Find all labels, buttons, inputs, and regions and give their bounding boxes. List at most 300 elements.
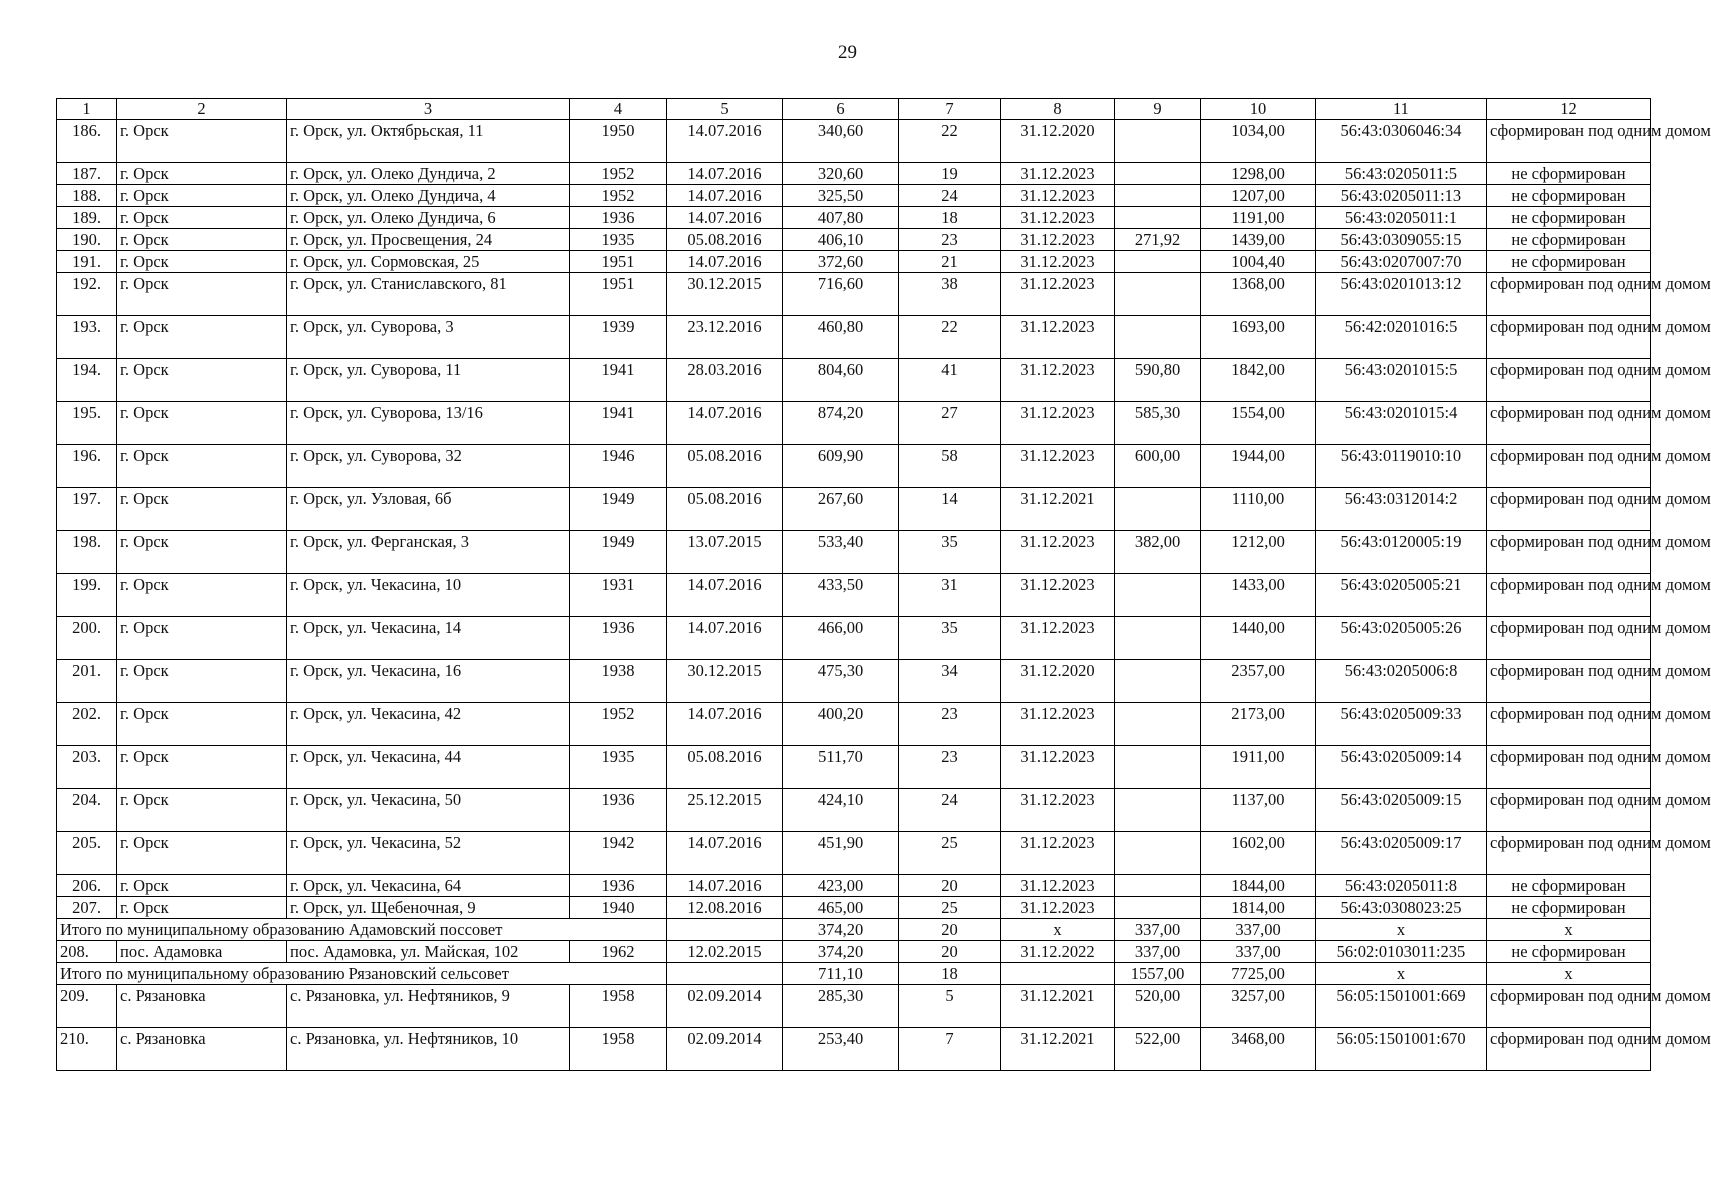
table-row xyxy=(57,875,1651,897)
subtotal-col10: 7725,00 xyxy=(1201,963,1316,985)
address-cell: г. Орск, ул. Чекасина, 44 xyxy=(287,746,570,789)
row-number: 199. xyxy=(57,574,117,617)
subtotal-status: х xyxy=(1487,919,1651,941)
table-row xyxy=(57,703,1651,746)
cadastral-number-cell: 56:43:0309055:15 xyxy=(1316,229,1487,251)
residents-cell: 23 xyxy=(899,703,1001,746)
address-cell: г. Орск, ул. Щебеночная, 9 xyxy=(287,897,570,919)
cadastral-number-cell: 56:43:0119010:10 xyxy=(1316,445,1487,488)
date-cell: 28.03.2016 xyxy=(667,359,783,402)
date-cell: 13.07.2015 xyxy=(667,531,783,574)
residents-cell: 23 xyxy=(899,746,1001,789)
deadline-cell: 31.12.2023 xyxy=(1001,445,1115,488)
table-row xyxy=(57,1028,1651,1071)
column-header-4: 4 xyxy=(570,99,667,120)
locality-cell: пос. Адамовка xyxy=(117,941,287,963)
residents-cell: 35 xyxy=(899,617,1001,660)
col10-cell: 337,00 xyxy=(1201,941,1316,963)
col9-cell: 585,30 xyxy=(1115,402,1201,445)
deadline-cell: 31.12.2021 xyxy=(1001,985,1115,1028)
deadline-cell: 31.12.2020 xyxy=(1001,120,1115,163)
year-built-cell: 1946 xyxy=(570,445,667,488)
cadastral-number-cell: 56:05:1501001:670 xyxy=(1316,1028,1487,1071)
cadastral-number-cell: 56:43:0312014:2 xyxy=(1316,488,1487,531)
date-cell: 14.07.2016 xyxy=(667,251,783,273)
year-built-cell: 1939 xyxy=(570,316,667,359)
col9-cell xyxy=(1115,789,1201,832)
column-header-10: 10 xyxy=(1201,99,1316,120)
col9-cell xyxy=(1115,316,1201,359)
address-cell: г. Орск, ул. Октябрьская, 11 xyxy=(287,120,570,163)
row-number: 192. xyxy=(57,273,117,316)
subtotal-status: х xyxy=(1487,963,1651,985)
area-cell: 511,70 xyxy=(783,746,899,789)
year-built-cell: 1931 xyxy=(570,574,667,617)
land-status-cell: сформирован под одним домом xyxy=(1487,359,1651,402)
column-header-2: 2 xyxy=(117,99,287,120)
year-built-cell: 1940 xyxy=(570,897,667,919)
subtotal-col9: 337,00 xyxy=(1115,919,1201,941)
year-built-cell: 1936 xyxy=(570,789,667,832)
land-status-cell: не сформирован xyxy=(1487,875,1651,897)
cadastral-number-cell: 56:43:0205009:14 xyxy=(1316,746,1487,789)
area-cell: 466,00 xyxy=(783,617,899,660)
locality-cell: с. Рязановка xyxy=(117,1028,287,1071)
residents-cell: 35 xyxy=(899,531,1001,574)
locality-cell: г. Орск xyxy=(117,703,287,746)
year-built-cell: 1962 xyxy=(570,941,667,963)
col10-cell: 1844,00 xyxy=(1201,875,1316,897)
col10-cell: 1191,00 xyxy=(1201,207,1316,229)
year-built-cell: 1936 xyxy=(570,617,667,660)
locality-cell: г. Орск xyxy=(117,617,287,660)
cadastral-number-cell: 56:43:0205006:8 xyxy=(1316,660,1487,703)
col9-cell xyxy=(1115,703,1201,746)
area-cell: 451,90 xyxy=(783,832,899,875)
locality-cell: г. Орск xyxy=(117,251,287,273)
year-built-cell: 1952 xyxy=(570,703,667,746)
land-status-cell: сформирован под одним домом xyxy=(1487,746,1651,789)
date-cell: 05.08.2016 xyxy=(667,746,783,789)
locality-cell: г. Орск xyxy=(117,574,287,617)
area-cell: 340,60 xyxy=(783,120,899,163)
subtotal-deadline xyxy=(1001,963,1115,985)
row-number: 198. xyxy=(57,531,117,574)
address-cell: г. Орск, ул. Суворова, 13/16 xyxy=(287,402,570,445)
address-cell: г. Орск, ул. Сормовская, 25 xyxy=(287,251,570,273)
cadastral-number-cell: 56:43:0308023:25 xyxy=(1316,897,1487,919)
residents-cell: 31 xyxy=(899,574,1001,617)
deadline-cell: 31.12.2023 xyxy=(1001,402,1115,445)
address-cell: с. Рязановка, ул. Нефтяников, 9 xyxy=(287,985,570,1028)
deadline-cell: 31.12.2023 xyxy=(1001,273,1115,316)
cadastral-number-cell: 56:43:0201013:12 xyxy=(1316,273,1487,316)
col10-cell: 3468,00 xyxy=(1201,1028,1316,1071)
locality-cell: г. Орск xyxy=(117,185,287,207)
col9-cell: 271,92 xyxy=(1115,229,1201,251)
address-cell: г. Орск, ул. Чекасина, 42 xyxy=(287,703,570,746)
column-header-9: 9 xyxy=(1115,99,1201,120)
land-status-cell: сформирован под одним домом xyxy=(1487,273,1651,316)
col9-cell xyxy=(1115,875,1201,897)
cadastral-number-cell: 56:43:0205011:13 xyxy=(1316,185,1487,207)
cadastral-number-cell: 56:43:0201015:4 xyxy=(1316,402,1487,445)
year-built-cell: 1949 xyxy=(570,488,667,531)
row-number: 193. xyxy=(57,316,117,359)
col10-cell: 1368,00 xyxy=(1201,273,1316,316)
table-row xyxy=(57,316,1651,359)
locality-cell: г. Орск xyxy=(117,531,287,574)
land-status-cell: не сформирован xyxy=(1487,185,1651,207)
land-status-cell: не сформирован xyxy=(1487,941,1651,963)
table-row xyxy=(57,897,1651,919)
locality-cell: с. Рязановка xyxy=(117,985,287,1028)
area-cell: 320,60 xyxy=(783,163,899,185)
area-cell: 716,60 xyxy=(783,273,899,316)
land-status-cell: не сформирован xyxy=(1487,251,1651,273)
col10-cell: 1842,00 xyxy=(1201,359,1316,402)
col9-cell xyxy=(1115,120,1201,163)
col10-cell: 1004,40 xyxy=(1201,251,1316,273)
area-cell: 424,10 xyxy=(783,789,899,832)
row-number: 186. xyxy=(57,120,117,163)
cadastral-number-cell: 56:43:0205009:17 xyxy=(1316,832,1487,875)
address-cell: г. Орск, ул. Узловая, 6б xyxy=(287,488,570,531)
column-number-header-row xyxy=(57,99,1651,120)
address-cell: г. Орск, ул. Чекасина, 52 xyxy=(287,832,570,875)
row-number: 188. xyxy=(57,185,117,207)
row-number: 191. xyxy=(57,251,117,273)
subtotal-row xyxy=(57,963,1651,985)
table-row xyxy=(57,985,1651,1028)
col10-cell: 3257,00 xyxy=(1201,985,1316,1028)
date-cell: 30.12.2015 xyxy=(667,660,783,703)
col10-cell: 1137,00 xyxy=(1201,789,1316,832)
deadline-cell: 31.12.2023 xyxy=(1001,574,1115,617)
date-cell: 14.07.2016 xyxy=(667,875,783,897)
area-cell: 400,20 xyxy=(783,703,899,746)
deadline-cell: 31.12.2023 xyxy=(1001,832,1115,875)
deadline-cell: 31.12.2023 xyxy=(1001,746,1115,789)
date-cell: 02.09.2014 xyxy=(667,985,783,1028)
date-cell: 14.07.2016 xyxy=(667,617,783,660)
date-cell: 14.07.2016 xyxy=(667,163,783,185)
col9-cell xyxy=(1115,488,1201,531)
page-number: 29 xyxy=(838,42,857,63)
subtotal-label: Итого по муниципальному образованию Рязановский сельсовет xyxy=(57,963,667,985)
area-cell: 374,20 xyxy=(783,941,899,963)
col9-cell xyxy=(1115,832,1201,875)
col10-cell: 1212,00 xyxy=(1201,531,1316,574)
col10-cell: 1693,00 xyxy=(1201,316,1316,359)
col9-cell: 522,00 xyxy=(1115,1028,1201,1071)
residents-cell: 24 xyxy=(899,789,1001,832)
residents-cell: 22 xyxy=(899,120,1001,163)
cadastral-number-cell: 56:43:0205011:5 xyxy=(1316,163,1487,185)
deadline-cell: 31.12.2023 xyxy=(1001,359,1115,402)
subtotal-residents: 20 xyxy=(899,919,1001,941)
land-status-cell: сформирован под одним домом xyxy=(1487,488,1651,531)
col10-cell: 1440,00 xyxy=(1201,617,1316,660)
deadline-cell: 31.12.2023 xyxy=(1001,185,1115,207)
address-cell: г. Орск, ул. Суворова, 11 xyxy=(287,359,570,402)
row-number: 208. xyxy=(57,941,117,963)
table-row xyxy=(57,185,1651,207)
residents-cell: 27 xyxy=(899,402,1001,445)
cadastral-number-cell: 56:43:0205009:33 xyxy=(1316,703,1487,746)
area-cell: 874,20 xyxy=(783,402,899,445)
deadline-cell: 31.12.2022 xyxy=(1001,941,1115,963)
row-number: 187. xyxy=(57,163,117,185)
deadline-cell: 31.12.2023 xyxy=(1001,897,1115,919)
residents-cell: 5 xyxy=(899,985,1001,1028)
area-cell: 325,50 xyxy=(783,185,899,207)
address-cell: г. Орск, ул. Чекасина, 14 xyxy=(287,617,570,660)
land-status-cell: сформирован под одним домом xyxy=(1487,402,1651,445)
year-built-cell: 1941 xyxy=(570,402,667,445)
area-cell: 533,40 xyxy=(783,531,899,574)
column-header-6: 6 xyxy=(783,99,899,120)
residents-cell: 22 xyxy=(899,316,1001,359)
locality-cell: г. Орск xyxy=(117,163,287,185)
table-row xyxy=(57,789,1651,832)
col9-cell xyxy=(1115,273,1201,316)
residents-cell: 19 xyxy=(899,163,1001,185)
year-built-cell: 1952 xyxy=(570,163,667,185)
row-number: 210. xyxy=(57,1028,117,1071)
cadastral-number-cell: 56:43:0205009:15 xyxy=(1316,789,1487,832)
date-cell: 05.08.2016 xyxy=(667,488,783,531)
date-cell: 14.07.2016 xyxy=(667,402,783,445)
table-row xyxy=(57,251,1651,273)
residents-cell: 14 xyxy=(899,488,1001,531)
deadline-cell: 31.12.2023 xyxy=(1001,875,1115,897)
locality-cell: г. Орск xyxy=(117,832,287,875)
area-cell: 465,00 xyxy=(783,897,899,919)
row-number: 194. xyxy=(57,359,117,402)
date-cell: 30.12.2015 xyxy=(667,273,783,316)
table-row xyxy=(57,229,1651,251)
subtotal-date-cell xyxy=(667,919,783,941)
col10-cell: 1207,00 xyxy=(1201,185,1316,207)
table-row xyxy=(57,207,1651,229)
table-row xyxy=(57,531,1651,574)
col9-cell: 600,00 xyxy=(1115,445,1201,488)
column-header-5: 5 xyxy=(667,99,783,120)
area-cell: 433,50 xyxy=(783,574,899,617)
col10-cell: 1814,00 xyxy=(1201,897,1316,919)
date-cell: 14.07.2016 xyxy=(667,703,783,746)
subtotal-col10: 337,00 xyxy=(1201,919,1316,941)
land-status-cell: сформирован под одним домом xyxy=(1487,531,1651,574)
table-row xyxy=(57,746,1651,789)
land-status-cell: сформирован под одним домом xyxy=(1487,789,1651,832)
residents-cell: 34 xyxy=(899,660,1001,703)
cadastral-number-cell: 56:43:0306046:34 xyxy=(1316,120,1487,163)
date-cell: 05.08.2016 xyxy=(667,445,783,488)
residents-cell: 24 xyxy=(899,185,1001,207)
col10-cell: 1944,00 xyxy=(1201,445,1316,488)
col10-cell: 1298,00 xyxy=(1201,163,1316,185)
land-status-cell: не сформирован xyxy=(1487,897,1651,919)
cadastral-number-cell: 56:43:0205005:26 xyxy=(1316,617,1487,660)
locality-cell: г. Орск xyxy=(117,746,287,789)
address-cell: г. Орск, ул. Чекасина, 50 xyxy=(287,789,570,832)
col9-cell xyxy=(1115,207,1201,229)
locality-cell: г. Орск xyxy=(117,316,287,359)
address-cell: г. Орск, ул. Суворова, 32 xyxy=(287,445,570,488)
area-cell: 460,80 xyxy=(783,316,899,359)
column-header-8: 8 xyxy=(1001,99,1115,120)
deadline-cell: 31.12.2021 xyxy=(1001,488,1115,531)
row-number: 206. xyxy=(57,875,117,897)
locality-cell: г. Орск xyxy=(117,488,287,531)
table-row xyxy=(57,488,1651,531)
area-cell: 267,60 xyxy=(783,488,899,531)
col9-cell: 337,00 xyxy=(1115,941,1201,963)
residents-cell: 23 xyxy=(899,229,1001,251)
col9-cell xyxy=(1115,897,1201,919)
col9-cell: 382,00 xyxy=(1115,531,1201,574)
year-built-cell: 1941 xyxy=(570,359,667,402)
deadline-cell: 31.12.2023 xyxy=(1001,163,1115,185)
table-row xyxy=(57,359,1651,402)
locality-cell: г. Орск xyxy=(117,207,287,229)
row-number: 202. xyxy=(57,703,117,746)
address-cell: г. Орск, ул. Ферганская, 3 xyxy=(287,531,570,574)
table-row xyxy=(57,402,1651,445)
row-number: 205. xyxy=(57,832,117,875)
cadastral-number-cell: 56:43:0120005:19 xyxy=(1316,531,1487,574)
cadastral-number-cell: 56:02:0103011:235 xyxy=(1316,941,1487,963)
subtotal-residents: 18 xyxy=(899,963,1001,985)
row-number: 189. xyxy=(57,207,117,229)
row-number: 200. xyxy=(57,617,117,660)
col10-cell: 1554,00 xyxy=(1201,402,1316,445)
residents-cell: 25 xyxy=(899,832,1001,875)
address-cell: пос. Адамовка, ул. Майская, 102 xyxy=(287,941,570,963)
deadline-cell: 31.12.2023 xyxy=(1001,251,1115,273)
residents-cell: 20 xyxy=(899,941,1001,963)
row-number: 196. xyxy=(57,445,117,488)
col10-cell: 1439,00 xyxy=(1201,229,1316,251)
land-status-cell: сформирован под одним домом xyxy=(1487,703,1651,746)
column-header-1: 1 xyxy=(57,99,117,120)
col9-cell: 590,80 xyxy=(1115,359,1201,402)
land-status-cell: сформирован под одним домом xyxy=(1487,617,1651,660)
deadline-cell: 31.12.2023 xyxy=(1001,316,1115,359)
year-built-cell: 1942 xyxy=(570,832,667,875)
address-cell: г. Орск, ул. Суворова, 3 xyxy=(287,316,570,359)
subtotal-cadastral: х xyxy=(1316,963,1487,985)
area-cell: 804,60 xyxy=(783,359,899,402)
residents-cell: 18 xyxy=(899,207,1001,229)
table-row xyxy=(57,617,1651,660)
residents-cell: 20 xyxy=(899,875,1001,897)
area-cell: 407,80 xyxy=(783,207,899,229)
locality-cell: г. Орск xyxy=(117,660,287,703)
subtotal-date-cell xyxy=(667,963,783,985)
area-cell: 609,90 xyxy=(783,445,899,488)
land-status-cell: сформирован под одним домом xyxy=(1487,316,1651,359)
year-built-cell: 1938 xyxy=(570,660,667,703)
address-cell: г. Орск, ул. Олеко Дундича, 2 xyxy=(287,163,570,185)
cadastral-number-cell: 56:42:0201016:5 xyxy=(1316,316,1487,359)
deadline-cell: 31.12.2023 xyxy=(1001,531,1115,574)
deadline-cell: 31.12.2023 xyxy=(1001,207,1115,229)
deadline-cell: 31.12.2023 xyxy=(1001,617,1115,660)
locality-cell: г. Орск xyxy=(117,402,287,445)
year-built-cell: 1952 xyxy=(570,185,667,207)
locality-cell: г. Орск xyxy=(117,875,287,897)
locality-cell: г. Орск xyxy=(117,789,287,832)
year-built-cell: 1936 xyxy=(570,207,667,229)
col9-cell xyxy=(1115,185,1201,207)
col9-cell xyxy=(1115,660,1201,703)
row-number: 201. xyxy=(57,660,117,703)
cadastral-number-cell: 56:43:0205011:8 xyxy=(1316,875,1487,897)
col9-cell: 520,00 xyxy=(1115,985,1201,1028)
date-cell: 12.08.2016 xyxy=(667,897,783,919)
residents-cell: 7 xyxy=(899,1028,1001,1071)
subtotal-area: 374,20 xyxy=(783,919,899,941)
land-status-cell: сформирован под одним домом xyxy=(1487,574,1651,617)
subtotal-cadastral: х xyxy=(1316,919,1487,941)
col9-cell xyxy=(1115,617,1201,660)
land-status-cell: сформирован под одним домом xyxy=(1487,1028,1651,1071)
residents-cell: 21 xyxy=(899,251,1001,273)
deadline-cell: 31.12.2023 xyxy=(1001,789,1115,832)
table-body xyxy=(57,120,1711,1071)
land-status-cell: не сформирован xyxy=(1487,207,1651,229)
year-built-cell: 1951 xyxy=(570,251,667,273)
table-row xyxy=(57,273,1651,316)
address-cell: г. Орск, ул. Олеко Дундича, 6 xyxy=(287,207,570,229)
residents-cell: 41 xyxy=(899,359,1001,402)
date-cell: 14.07.2016 xyxy=(667,185,783,207)
locality-cell: г. Орск xyxy=(117,229,287,251)
table-row xyxy=(57,163,1651,185)
subtotal-label: Итого по муниципальному образованию Адамовский поссовет xyxy=(57,919,667,941)
col9-cell xyxy=(1115,163,1201,185)
date-cell: 14.07.2016 xyxy=(667,207,783,229)
address-cell: г. Орск, ул. Станиславского, 81 xyxy=(287,273,570,316)
col10-cell: 1034,00 xyxy=(1201,120,1316,163)
land-status-cell: не сформирован xyxy=(1487,163,1651,185)
address-cell: г. Орск, ул. Олеко Дундича, 4 xyxy=(287,185,570,207)
cadastral-number-cell: 56:43:0201015:5 xyxy=(1316,359,1487,402)
date-cell: 05.08.2016 xyxy=(667,229,783,251)
column-header-12: 12 xyxy=(1487,99,1651,120)
date-cell: 12.02.2015 xyxy=(667,941,783,963)
address-cell: г. Орск, ул. Чекасина, 64 xyxy=(287,875,570,897)
subtotal-row xyxy=(57,919,1651,941)
row-number: 203. xyxy=(57,746,117,789)
cadastral-number-cell: 56:43:0205005:21 xyxy=(1316,574,1487,617)
subtotal-deadline: х xyxy=(1001,919,1115,941)
deadline-cell: 31.12.2021 xyxy=(1001,1028,1115,1071)
table-row xyxy=(57,660,1651,703)
row-number: 204. xyxy=(57,789,117,832)
date-cell: 14.07.2016 xyxy=(667,120,783,163)
col10-cell: 1602,00 xyxy=(1201,832,1316,875)
land-status-cell: сформирован под одним домом xyxy=(1487,445,1651,488)
year-built-cell: 1958 xyxy=(570,1028,667,1071)
land-status-cell: сформирован под одним домом xyxy=(1487,832,1651,875)
land-status-cell: сформирован под одним домом xyxy=(1487,660,1651,703)
year-built-cell: 1936 xyxy=(570,875,667,897)
table-row xyxy=(57,120,1651,163)
